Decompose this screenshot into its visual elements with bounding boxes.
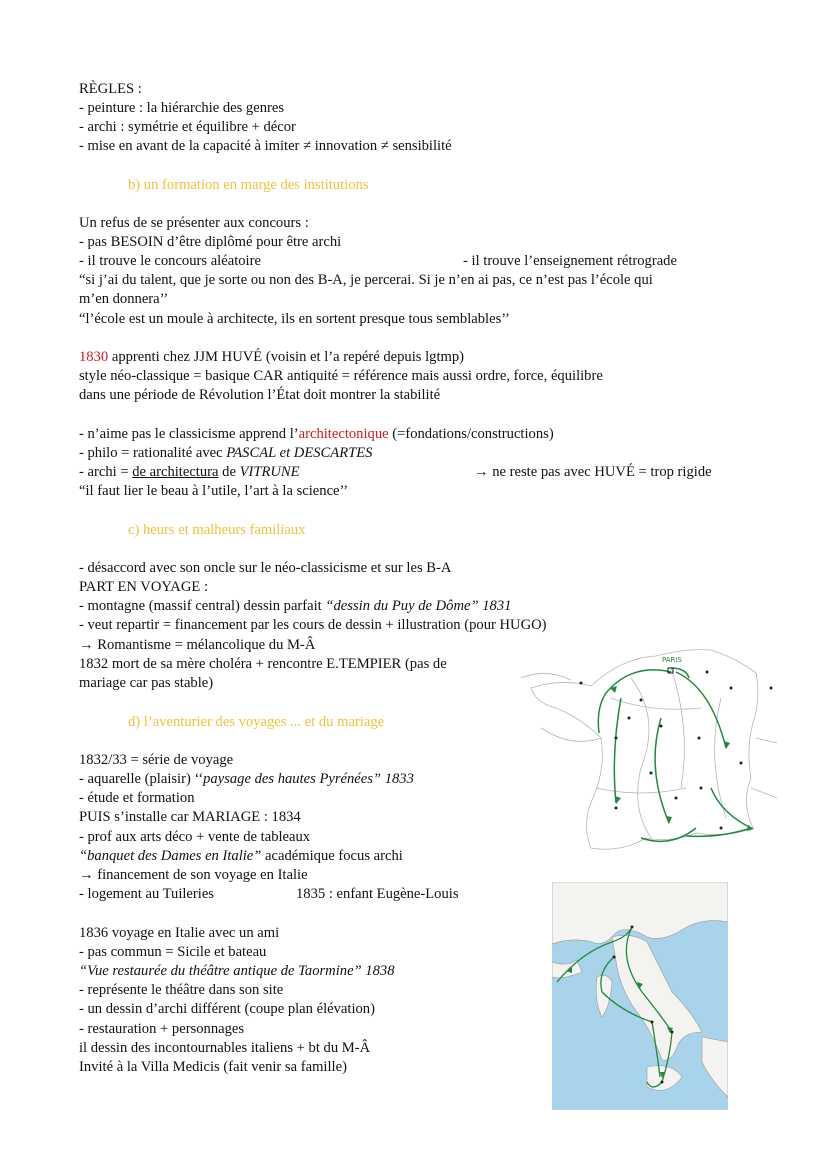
list-item: - il trouve l’enseignement rétrograde bbox=[463, 253, 677, 269]
paragraph-line: PART EN VOYAGE : bbox=[79, 579, 209, 595]
text-span: PASCAL et DESCARTES bbox=[226, 445, 373, 461]
arrow-note: → Romantisme = mélancolique du M-Â bbox=[79, 637, 316, 653]
list-item: - représente le théâtre dans son site bbox=[79, 982, 284, 998]
paris-label: PARIS bbox=[662, 656, 682, 664]
heading-d: d) l’aventurier des voyages ... et du mariage bbox=[128, 714, 385, 730]
text-span: - archi = bbox=[79, 464, 133, 480]
artwork-title: “dessin du Puy de Dôme” 1831 bbox=[325, 598, 512, 614]
quote-line: “si j’ai du talent, que je sorte ou non des B-A, je percerai. Si je n’en ai pas, ce n’est pas l’école qui bbox=[79, 272, 653, 288]
list-item: - désaccord avec son oncle sur le néo-classicisme et sur les B-A bbox=[79, 560, 452, 576]
list-item: - il trouve le concours aléatoire bbox=[79, 253, 261, 269]
author-name: VITRUNE bbox=[239, 464, 300, 480]
term-highlight: architectonique bbox=[298, 426, 389, 442]
heading-b: b) un formation en marge des institutions bbox=[128, 177, 369, 193]
artwork-title: paysage des hautes Pyrénées” 1833 bbox=[203, 771, 414, 787]
text-span: - montagne (massif central) dessin parfait bbox=[79, 598, 326, 614]
paragraph-line: mariage car pas stable) bbox=[79, 675, 214, 691]
artwork-title: “Vue restaurée du théâtre antique de Taormine” 1838 bbox=[79, 963, 395, 979]
quote-line: “l’école est un moule à architecte, ils en sortent presque tous semblables’’ bbox=[79, 311, 510, 327]
arrow-note: → ne reste pas avec HUVÉ = trop rigide bbox=[474, 464, 712, 480]
list-item bbox=[79, 463, 300, 482]
paragraph-line: Un refus de se présenter aux concours : bbox=[79, 215, 309, 231]
list-item: - un dessin d’archi différent (coupe plan élévation) bbox=[79, 1001, 375, 1017]
paragraph-line: PUIS s’installe car MARIAGE : 1834 bbox=[79, 809, 301, 825]
paragraph-line bbox=[79, 348, 464, 367]
text-span: - philo = rationalité avec bbox=[79, 445, 227, 461]
paragraph-line: style néo-classique = basique CAR antiquité = référence mais aussi ordre, force, équilibre bbox=[79, 368, 603, 384]
france-route-map bbox=[521, 638, 777, 860]
year-highlight: 1830 bbox=[79, 349, 109, 365]
list-item: - pas commun = Sicile et bateau bbox=[79, 944, 267, 960]
list-item: - mise en avant de la capacité à imiter ≠ innovation ≠ sensibilité bbox=[79, 138, 452, 154]
list-item: - veut repartir = financement par les cours de dessin + illustration (pour HUGO) bbox=[79, 617, 547, 633]
text-span: - aquarelle (plaisir) ‘‘ bbox=[79, 771, 204, 787]
paragraph-line: il dessin des incontournables italiens + bt du M-Â bbox=[79, 1040, 371, 1056]
paragraph-line: 1836 voyage en Italie avec un ami bbox=[79, 925, 280, 941]
list-item: - archi : symétrie et équilibre + décor bbox=[79, 119, 296, 135]
book-title: de architectura bbox=[132, 464, 219, 480]
paragraph-line: 1832/33 = série de voyage bbox=[79, 752, 234, 768]
list-item: - étude et formation bbox=[79, 790, 195, 806]
italy-route-map bbox=[552, 882, 728, 1110]
text-span: académique focus archi bbox=[261, 848, 403, 864]
list-item: - prof aux arts déco + vente de tableaux bbox=[79, 829, 311, 845]
paragraph-line: Invité à la Villa Medicis (fait venir sa famille) bbox=[79, 1059, 347, 1075]
list-item: - logement au Tuileries bbox=[79, 886, 214, 902]
text-span: de bbox=[218, 464, 240, 480]
quote-line: “il faut lier le beau à l’utile, l’art à la science’’ bbox=[79, 483, 349, 499]
paragraph-line: dans une période de Révolution l’État doit montrer la stabilité bbox=[79, 387, 441, 403]
artwork-title: “banquet des Dames en Italie” bbox=[79, 848, 262, 864]
text-span: apprenti chez JJM HUVÉ (voisin et l’a repéré depuis lgtmp) bbox=[108, 349, 465, 365]
paragraph-line: 1835 : enfant Eugène-Louis bbox=[296, 886, 459, 902]
list-item bbox=[79, 770, 414, 789]
list-item bbox=[79, 597, 511, 616]
paragraph-line: 1832 mort de sa mère choléra + rencontre E.TEMPIER (pas de bbox=[79, 656, 447, 672]
text-span: - n’aime pas le classicisme apprend l’ bbox=[79, 426, 299, 442]
list-item: - restauration + personnages bbox=[79, 1021, 245, 1037]
list-item: - pas BESOIN d’être diplômé pour être archi bbox=[79, 234, 342, 250]
heading-c: c) heurs et malheurs familiaux bbox=[128, 522, 306, 538]
list-item: - peinture : la hiérarchie des genres bbox=[79, 100, 285, 116]
text-span: (=fondations/constructions) bbox=[388, 426, 554, 442]
arrow-note: → financement de son voyage en Italie bbox=[79, 867, 308, 883]
section-title-regles: RÈGLES : bbox=[79, 81, 142, 97]
list-item bbox=[79, 425, 554, 444]
quote-line: m’en donnera’’ bbox=[79, 291, 169, 307]
paragraph-line bbox=[79, 847, 403, 866]
list-item bbox=[79, 444, 372, 463]
